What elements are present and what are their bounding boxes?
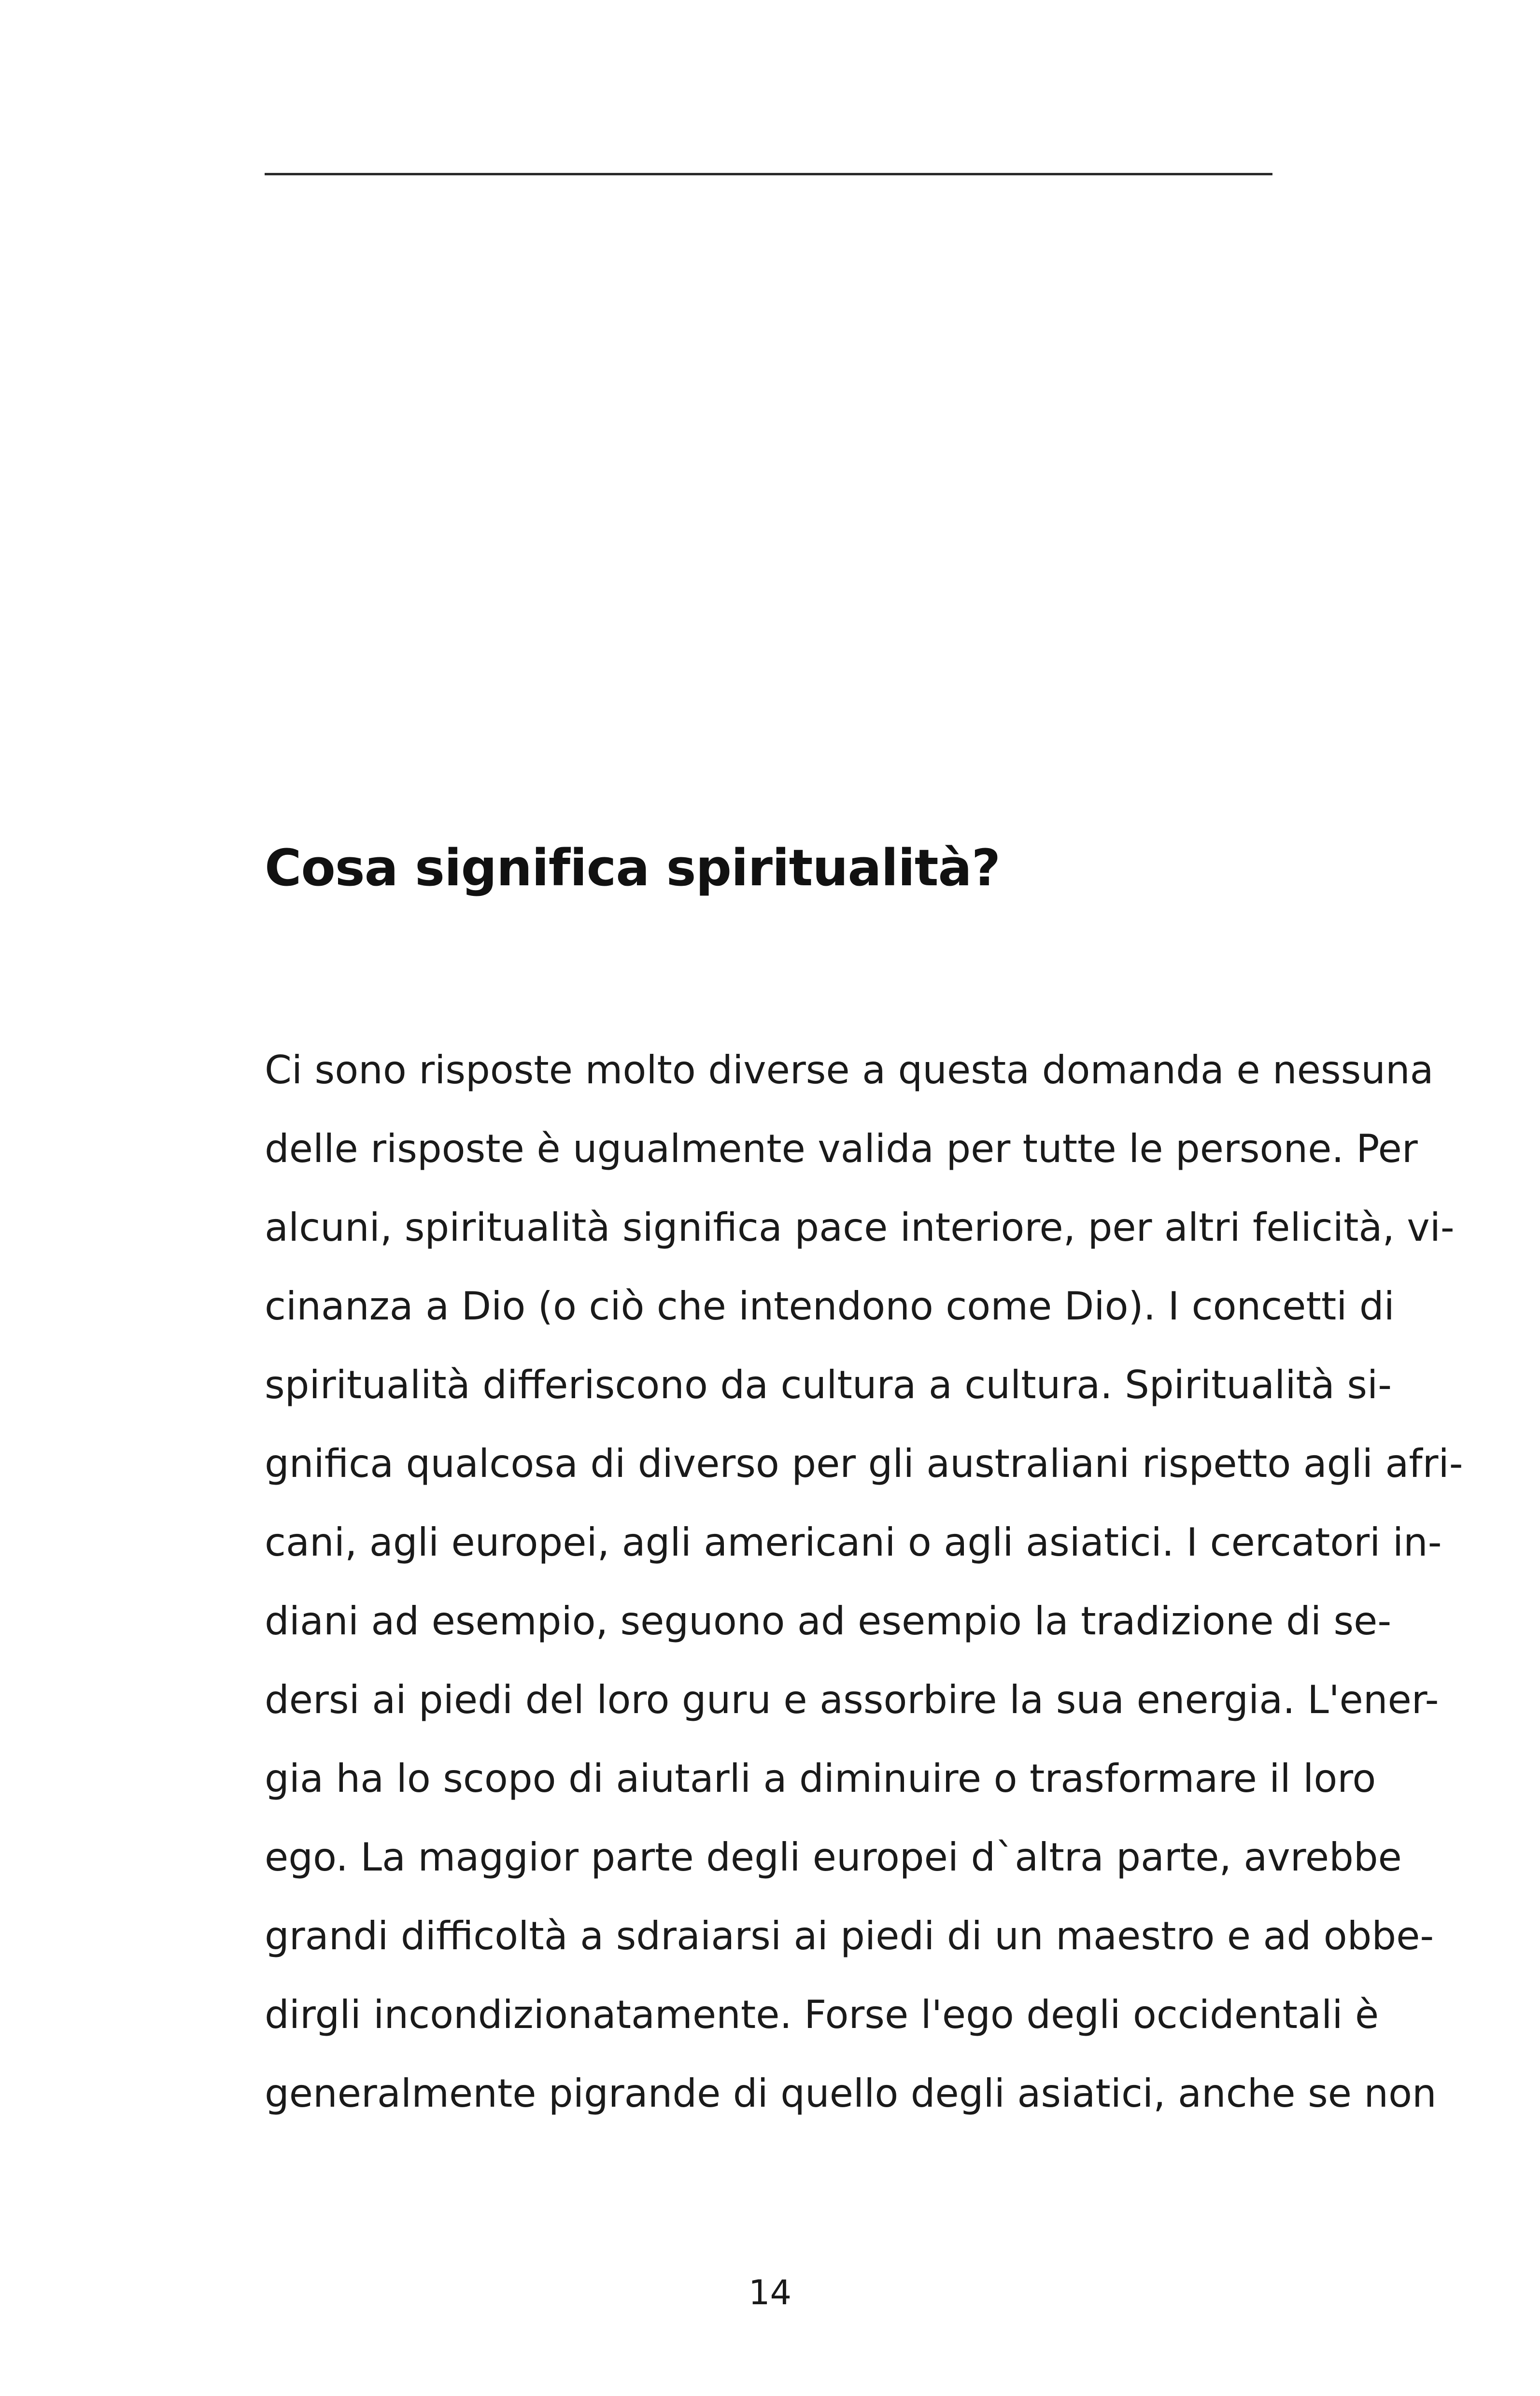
body-text [265,1031,1463,2133]
page-number: 14 [748,2273,792,2312]
body-line: Ci sono risposte molto diverse a questa domanda e nessuna [265,1048,1434,1092]
body-line: cinanza a Dio (o ciò che intendono come Dio). I concetti di [265,1284,1395,1329]
body-line: generalmente pigrande di quello degli asiatici, anche se non [265,2071,1437,2116]
header-rule [265,173,1272,175]
body-line: spiritualità differiscono da cultura a cultura. Spiritualità si- [265,1362,1392,1407]
body-line: dirgli incondizionatamente. Forse l'ego degli occidentali è [265,1992,1379,2037]
body-line: cani, agli europei, agli americani o agli asiatici. I cercatori in- [265,1520,1442,1565]
body-line: delle risposte è ugualmente valida per tutte le persone. Per [265,1126,1418,1171]
body-line: grandi difficoltà a sdraiarsi ai piedi di un maestro e ad obbe- [265,1914,1434,1958]
body-line: gia ha lo scopo di aiutarli a diminuire o trasformare il loro [265,1756,1376,1801]
body-line: diani ad esempio, seguono ad esempio la tradizione di se- [265,1599,1392,1644]
chapter-title: Cosa significa spiritualità? [265,838,1001,897]
body-line: ego. La maggior parte degli europei d`altra parte, avrebbe [265,1835,1402,1880]
body-line: dersi ai piedi del loro guru e assorbire la sua energia. L'ener- [265,1677,1439,1722]
body-line: gnifica qualcosa di diverso per gli australiani rispetto agli afri- [265,1441,1463,1486]
body-line: alcuni, spiritualità significa pace interiore, per altri felicità, vi- [265,1205,1455,1250]
